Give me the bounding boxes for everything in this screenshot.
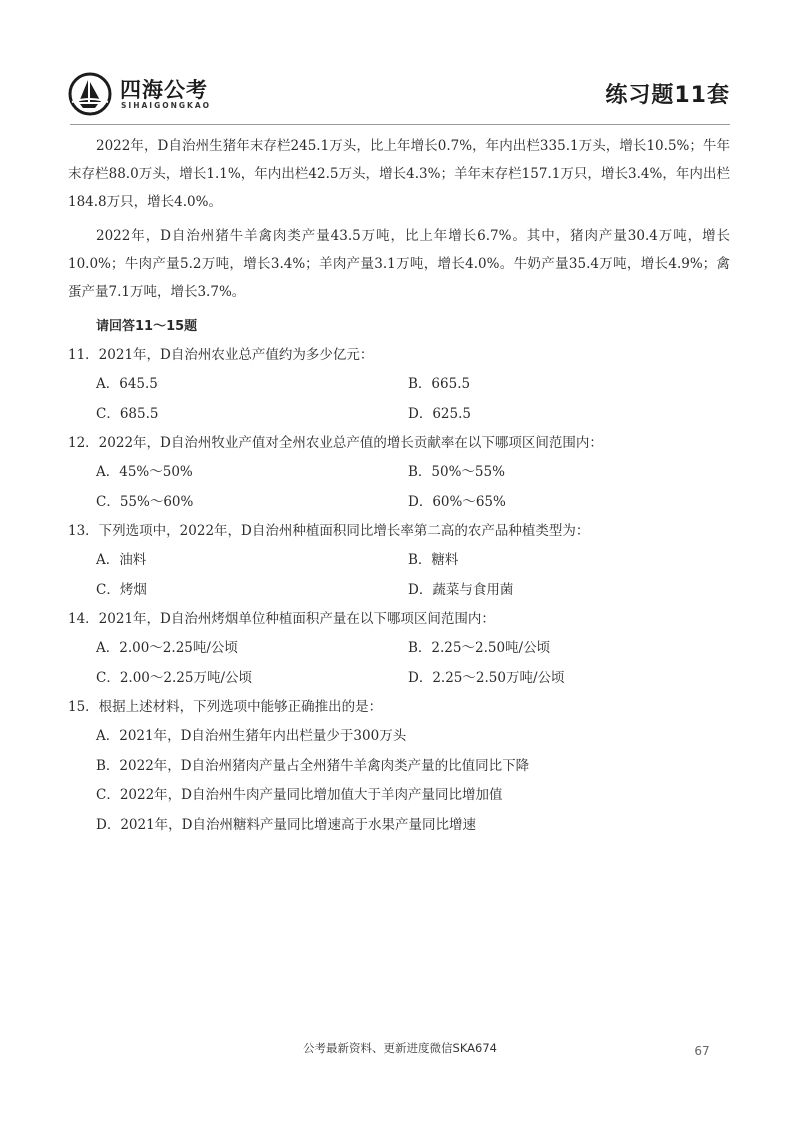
option-d: D．60%～65% xyxy=(408,493,506,510)
option-b: B．糖料 xyxy=(408,552,459,568)
brand-name-pinyin: SIHAIGONGKAO xyxy=(121,101,212,110)
option-d: D．625.5 xyxy=(408,405,471,422)
option-row xyxy=(68,811,730,841)
option-a: A．645.5 xyxy=(96,376,158,392)
option-b: B．50%～55% xyxy=(408,464,505,480)
question-stem: 13．下列选项中，2022年，D自治州种植面积同比增长率第二高的农产品种植类型为： xyxy=(68,523,590,539)
option-c: C．2022年，D自治州牛肉产量同比增加值大于羊肉产量同比增加值 xyxy=(96,787,503,803)
option-b: B．2.25～2.50吨/公顷 xyxy=(408,640,551,656)
page-header xyxy=(0,0,800,130)
option-a: A．2021年，D自治州生猪年内出栏量少于300万头 xyxy=(96,728,407,744)
page-number: 67 xyxy=(694,1044,710,1058)
brand-logo xyxy=(68,72,218,118)
option-c: C．55%～60% xyxy=(96,493,194,510)
option-d: D．2.25～2.50万吨/公顷 xyxy=(408,669,565,686)
page-content xyxy=(68,132,730,840)
question-stem: 15．根据上述材料，下列选项中能够正确推出的是： xyxy=(68,699,383,715)
option-row xyxy=(68,722,730,752)
option-c: C．685.5 xyxy=(96,405,159,422)
material-paragraph: 2022年，D自治州生猪年末存栏245.1万头，比上年增长0.7%，年内出栏335.1万头，增长10.5%；牛年末存栏88.0万头，增长1.1%，年内出栏42.5万头，增长4.3%；羊年末存栏157.1万只，增长3.4%，年内出栏184.8万只，增长4.0%。 xyxy=(68,138,730,210)
option-a: A．油料 xyxy=(96,552,147,568)
option-row xyxy=(68,546,730,576)
exercise-set-title: 练习题11套 xyxy=(605,83,730,108)
option-row xyxy=(68,752,730,782)
question-13 xyxy=(68,517,730,605)
option-row xyxy=(68,634,730,664)
option-row xyxy=(68,458,730,488)
option-row xyxy=(68,488,730,518)
option-a: A．2.00～2.25吨/公顷 xyxy=(96,640,238,656)
question-stem: 14．2021年，D自治州烤烟单位种植面积产量在以下哪项区间范围内： xyxy=(68,611,495,627)
material-paragraph: 2022年，D自治州猪牛羊禽肉类产量43.5万吨，比上年增长6.7%。其中，猪肉产量30.4万吨，增长10.0%；牛肉产量5.2万吨，增长3.4%；羊肉产量3.1万吨，增长4.0%。牛奶产量35.4万吨，增长4.9%；禽蛋产量7.1万吨，增长3.7%。 xyxy=(68,228,730,300)
question-stem: 11．2021年，D自治州农业总产值约为多少亿元： xyxy=(68,347,374,363)
question-range-label: 请回答11～15题 xyxy=(96,319,198,334)
option-row xyxy=(68,781,730,811)
option-d: D．蔬菜与食用菌 xyxy=(408,581,514,598)
question-14 xyxy=(68,605,730,693)
option-row xyxy=(68,576,730,606)
option-c: C．烤烟 xyxy=(96,581,147,598)
option-c: C．2.00～2.25万吨/公顷 xyxy=(96,669,252,686)
option-b: B．2022年，D自治州猪肉产量占全州猪牛羊禽肉类产量的比值同比下降 xyxy=(96,757,530,774)
option-b: B．665.5 xyxy=(408,376,471,392)
brand-name: 四海公考 xyxy=(120,78,208,102)
sailboat-logo-icon xyxy=(68,72,112,116)
option-d: D．2021年，D自治州糖料产量同比增速高于水果产量同比增速 xyxy=(96,816,477,833)
footer-note: 公考最新资料、更新进度微信SKA674 xyxy=(303,1041,497,1055)
option-row xyxy=(68,370,730,400)
question-11 xyxy=(68,341,730,429)
question-stem: 12．2022年，D自治州牧业产值对全州农业总产值的增长贡献率在以下哪项区间范围内： xyxy=(68,435,603,451)
option-a: A．45%～50% xyxy=(96,464,193,480)
option-row xyxy=(68,400,730,430)
question-15 xyxy=(68,693,730,840)
question-12 xyxy=(68,429,730,517)
header-divider xyxy=(70,124,730,125)
option-row xyxy=(68,664,730,694)
